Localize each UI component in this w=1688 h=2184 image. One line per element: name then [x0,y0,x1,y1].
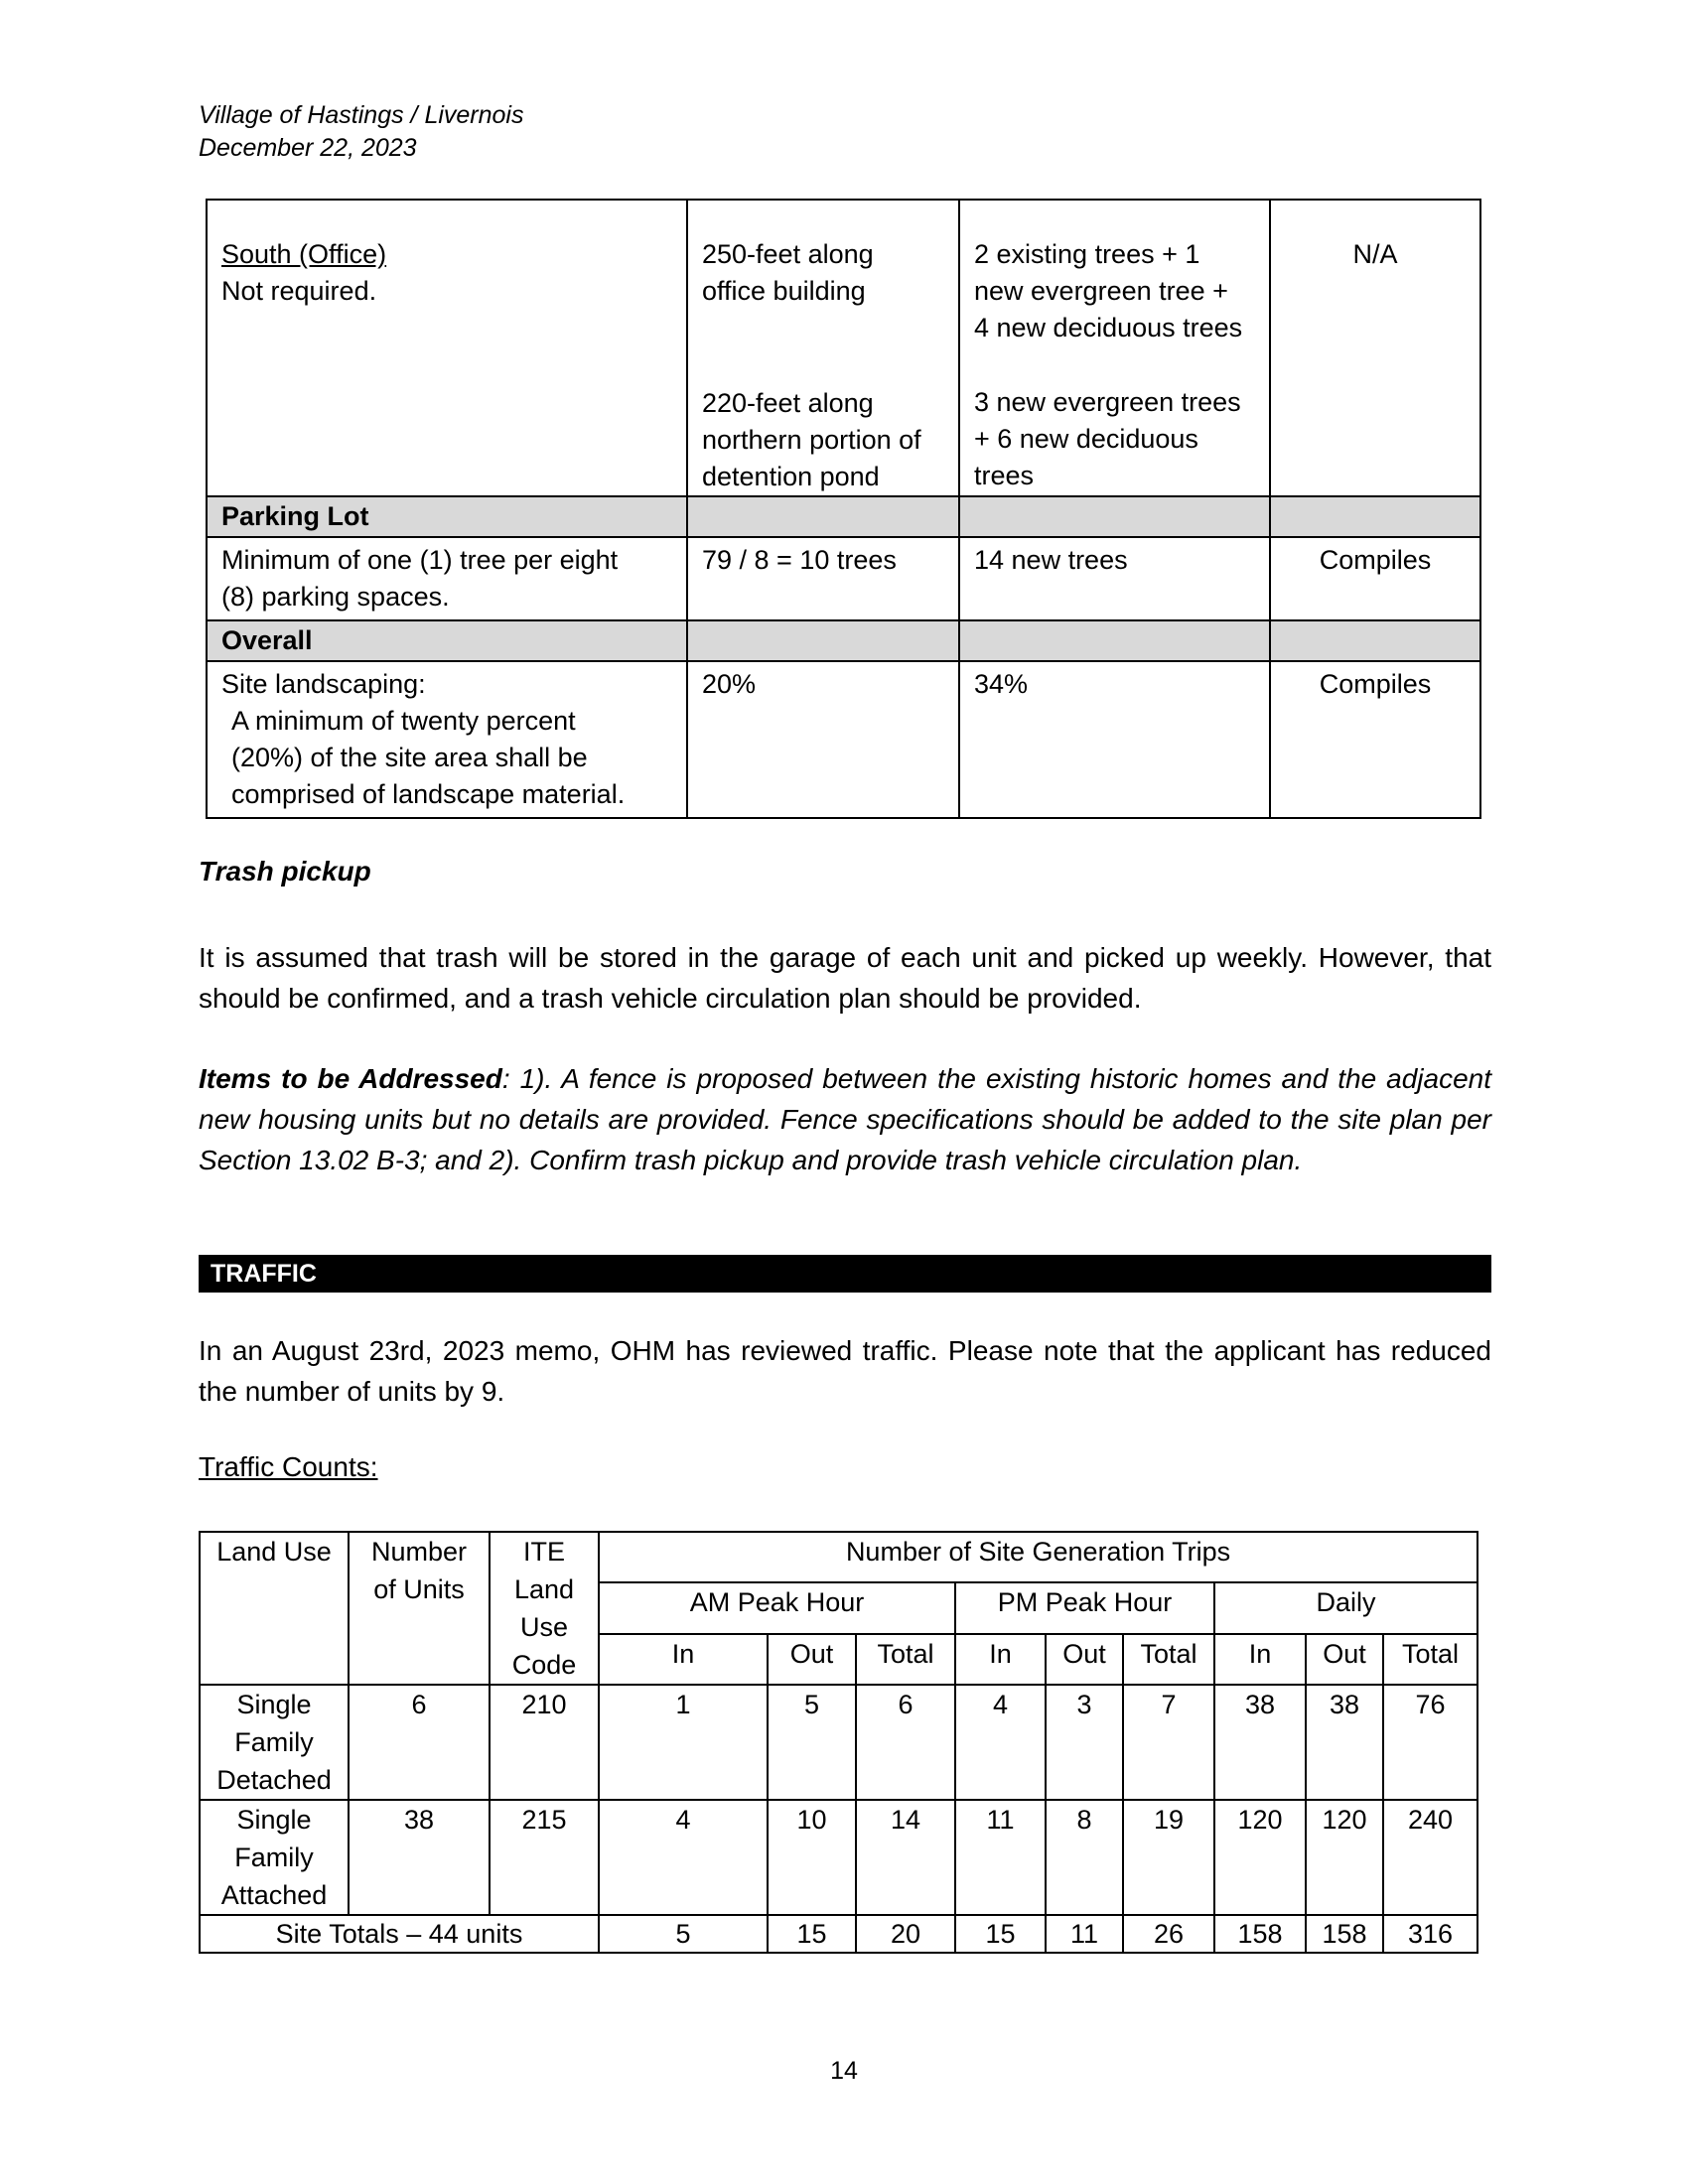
south-office-label: South (Office) [221,239,387,269]
value-cell: 38 [1306,1685,1383,1800]
items-label: Items to be Addressed [199,1063,502,1094]
pm-peak-header: PM Peak Hour [955,1582,1214,1633]
table-row [200,1532,1477,1582]
cell-line: Single [236,1805,312,1835]
header-title: Village of Hastings / Livernois [199,101,524,129]
overall-status-cell: Compiles [1270,661,1480,818]
cell-line: comprised of landscape material. [231,779,626,809]
items-to-address-paragraph [199,1058,1491,1180]
cell-line: detention pond [702,462,880,491]
cell-line: Attached [220,1880,328,1910]
value-cell: 11 [955,1800,1046,1915]
sub-header: In [599,1634,768,1685]
traffic-paragraph: In an August 23rd, 2023 memo, OHM has reviewed traffic. Please note that the applicant has reduced the number of units by 9. [199,1335,1491,1407]
table-row [207,200,1480,496]
total-cell: 316 [1383,1915,1477,1953]
value-cell: 5 [768,1685,856,1800]
land-use-cell [200,1685,349,1800]
south-office-cell [207,200,687,496]
table-row [207,661,1480,818]
table-row [200,1800,1477,1915]
value-cell: 1 [599,1685,768,1800]
site-totals-label: Site Totals – 44 units [200,1915,599,1953]
sub-header: In [955,1634,1046,1685]
value-cell: 120 [1214,1800,1306,1915]
sub-header: Total [856,1634,955,1685]
cell-line: Family [234,1843,314,1872]
sub-header: Total [1383,1634,1477,1685]
south-provided-cell [959,200,1270,496]
trash-paragraph: It is assumed that trash will be stored in the garage of each unit and picked up weekly. However, that should be confirmed, and a trash vehicle circulation plan should be provided. [199,942,1491,1014]
cell-line: northern portion of [702,425,921,455]
south-required-cell [687,200,959,496]
trash-pickup-title: Trash pickup [199,856,371,887]
value-cell: 8 [1046,1800,1123,1915]
col-land-use-header: Land Use [200,1532,349,1685]
value-cell: 76 [1383,1685,1477,1800]
table-row [207,537,1480,620]
cell-line: Use [519,1612,568,1642]
cell-line: Code [511,1650,577,1680]
total-cell: 11 [1046,1915,1123,1953]
overall-header: Overall [207,620,687,661]
table-row [207,620,1480,661]
cell-line: 2 existing trees + 1 [974,239,1200,269]
table-row [200,1915,1477,1953]
daily-header: Daily [1214,1582,1477,1633]
cell-line: (20%) of the site area shall be [231,743,588,772]
value-cell: 10 [768,1800,856,1915]
overall-provided-cell: 34% [959,661,1270,818]
col-ite-header [490,1532,599,1685]
header-date: December 22, 2023 [199,134,417,162]
traffic-counts-title: Traffic Counts: [199,1451,378,1482]
traffic-section-bar: TRAFFIC [199,1255,1491,1293]
value-cell: 7 [1123,1685,1214,1800]
land-use-cell [200,1800,349,1915]
value-cell: 3 [1046,1685,1123,1800]
total-cell: 5 [599,1915,768,1953]
table-row [207,496,1480,537]
value-cell: 19 [1123,1800,1214,1915]
cell-line: 250-feet along [702,239,874,269]
value-cell: 38 [1214,1685,1306,1800]
units-cell: 6 [349,1685,490,1800]
ite-cell: 210 [490,1685,599,1800]
total-cell: 158 [1306,1915,1383,1953]
cell-line: new evergreen tree + [974,276,1228,306]
sub-header: Total [1123,1634,1214,1685]
value-cell: 14 [856,1800,955,1915]
south-office-note: Not required. [221,276,377,306]
am-peak-header: AM Peak Hour [599,1582,955,1633]
cell-line: Land [513,1574,575,1604]
parking-desc-cell [207,537,687,620]
traffic-counts-table [199,1531,1478,1954]
parking-provided-cell: 14 new trees [959,537,1270,620]
landscape-table [206,199,1481,819]
value-cell: 4 [955,1685,1046,1800]
south-status-cell: N/A [1270,200,1480,496]
sub-header: Out [1046,1634,1123,1685]
cell-line: A minimum of twenty percent [231,706,576,736]
cell-line: Family [234,1727,314,1757]
overall-desc-cell [207,661,687,818]
value-cell: 240 [1383,1800,1477,1915]
value-cell: 6 [856,1685,955,1800]
cell-line: Minimum of one (1) tree per eight [221,545,619,575]
cell-line: ITE [522,1537,565,1567]
cell-line: 220-feet along [702,388,874,418]
cell-line: 3 new evergreen trees [974,387,1241,417]
sub-header: In [1214,1634,1306,1685]
sub-header: Out [1306,1634,1383,1685]
cell-line: Detached [216,1765,332,1795]
cell-line: Site landscaping: [221,669,426,699]
cell-line: of Units [373,1574,465,1604]
value-cell: 120 [1306,1800,1383,1915]
total-cell: 15 [768,1915,856,1953]
parking-status-cell: Compiles [1270,537,1480,620]
col-units-header [349,1532,490,1685]
total-cell: 20 [856,1915,955,1953]
page-header [199,99,524,165]
sub-header: Out [768,1634,856,1685]
table-row [200,1685,1477,1800]
items-text: : 1). A fence is proposed between the existing historic homes and the adjacent new housing units but no details are provided. Fence specifications should be added to the site plan per Section 13.02 B-3; and 2). Confirm trash pickup and provide trash vehicle circulation plan. [199,1063,1491,1175]
cell-line: trees [974,461,1035,490]
units-cell: 38 [349,1800,490,1915]
overall-required-cell: 20% [687,661,959,818]
cell-line: (8) parking spaces. [221,582,450,612]
value-cell: 4 [599,1800,768,1915]
parking-required-cell: 79 / 8 = 10 trees [687,537,959,620]
cell-line: office building [702,276,866,306]
total-cell: 15 [955,1915,1046,1953]
total-cell: 26 [1123,1915,1214,1953]
page-number: 14 [830,2057,858,2085]
cell-line: Single [236,1690,312,1719]
cell-line: Number [370,1537,468,1567]
cell-line: 4 new deciduous trees [974,313,1243,342]
parking-lot-header: Parking Lot [207,496,687,537]
total-cell: 158 [1214,1915,1306,1953]
cell-line: + 6 new deciduous [974,424,1198,454]
ite-cell: 215 [490,1800,599,1915]
trips-group-header: Number of Site Generation Trips [599,1532,1477,1582]
